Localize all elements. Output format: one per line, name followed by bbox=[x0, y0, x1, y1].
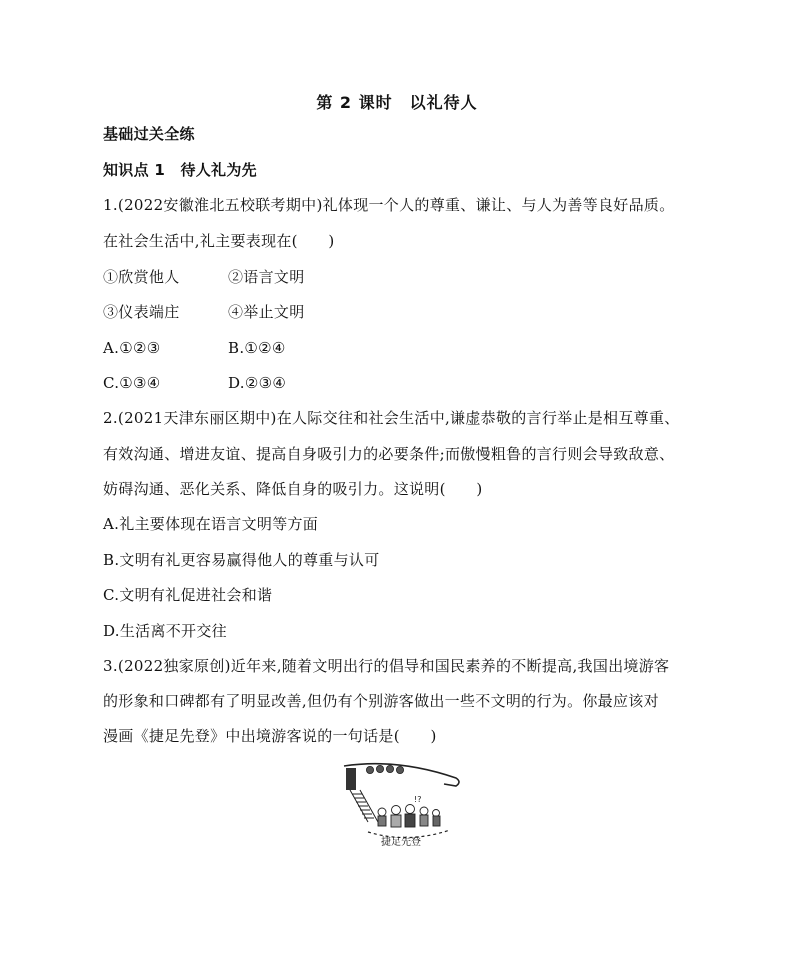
question-3-stem-line-3: 漫画《捷足先登》中出境游客说的一句话是( ) bbox=[103, 727, 437, 745]
cartoon-caption: 捷足先登 bbox=[381, 837, 421, 848]
tourists-crowd bbox=[378, 805, 440, 828]
question-1-stem-line-2: 在社会生活中,礼主要表现在( ) bbox=[103, 232, 335, 250]
airplane-door bbox=[346, 768, 356, 790]
question-3-stem-line-2: 的形象和口碑都有了明显改善,但仍有个别游客做出一些不文明的行为。你最应该对 bbox=[103, 692, 659, 710]
question-2-option-d: D.生活离不开交往 bbox=[103, 622, 227, 640]
page-title: 第 2 课时 以礼待人 bbox=[316, 93, 478, 112]
question-1-option-c: C.①③④ bbox=[103, 374, 161, 392]
airplane-windows bbox=[366, 765, 403, 773]
question-1-stem-line-1: 1.(2022安徽淮北五校联考期中)礼体现一个人的尊重、谦让、与人为善等良好品质。 bbox=[103, 196, 675, 214]
exclamation-icon: !? bbox=[414, 795, 422, 804]
section-heading: 基础过关全练 bbox=[103, 125, 195, 143]
question-1-option-b: B.①②④ bbox=[228, 339, 286, 357]
question-2-stem-line-2: 有效沟通、增进友谊、提高自身吸引力的必要条件;而傲慢粗鲁的言行则会导致敌意、 bbox=[103, 445, 675, 463]
question-2-stem-line-3: 妨碍沟通、恶化关系、降低自身的吸引力。这说明( ) bbox=[103, 480, 483, 498]
question-2-option-c: C.文明有礼促进社会和谐 bbox=[103, 586, 273, 604]
boarding-stairs bbox=[350, 790, 378, 822]
question-1-item-4: ④举止文明 bbox=[228, 303, 305, 321]
question-2-stem-line-1: 2.(2021天津东丽区期中)在人际交往和社会生活中,谦虚恭敬的言行举止是相互尊重、 bbox=[103, 409, 680, 427]
question-2-option-a: A.礼主要体现在语言文明等方面 bbox=[103, 515, 319, 533]
question-1-item-1: ①欣赏他人 bbox=[103, 268, 180, 286]
question-1-item-2: ②语言文明 bbox=[228, 268, 305, 286]
question-2-option-b: B.文明有礼更容易赢得他人的尊重与认可 bbox=[103, 551, 380, 569]
question-1-option-d: D.②③④ bbox=[228, 374, 287, 392]
question-1-item-3: ③仪表端庄 bbox=[103, 303, 180, 321]
question-3-stem-line-1: 3.(2022独家原创)近年来,随着文明出行的倡导和国民素养的不断提高,我国出境游客 bbox=[103, 657, 670, 675]
question-1-option-a: A.①②③ bbox=[103, 339, 161, 357]
knowledge-point-heading: 知识点 1 待人礼为先 bbox=[103, 161, 257, 179]
